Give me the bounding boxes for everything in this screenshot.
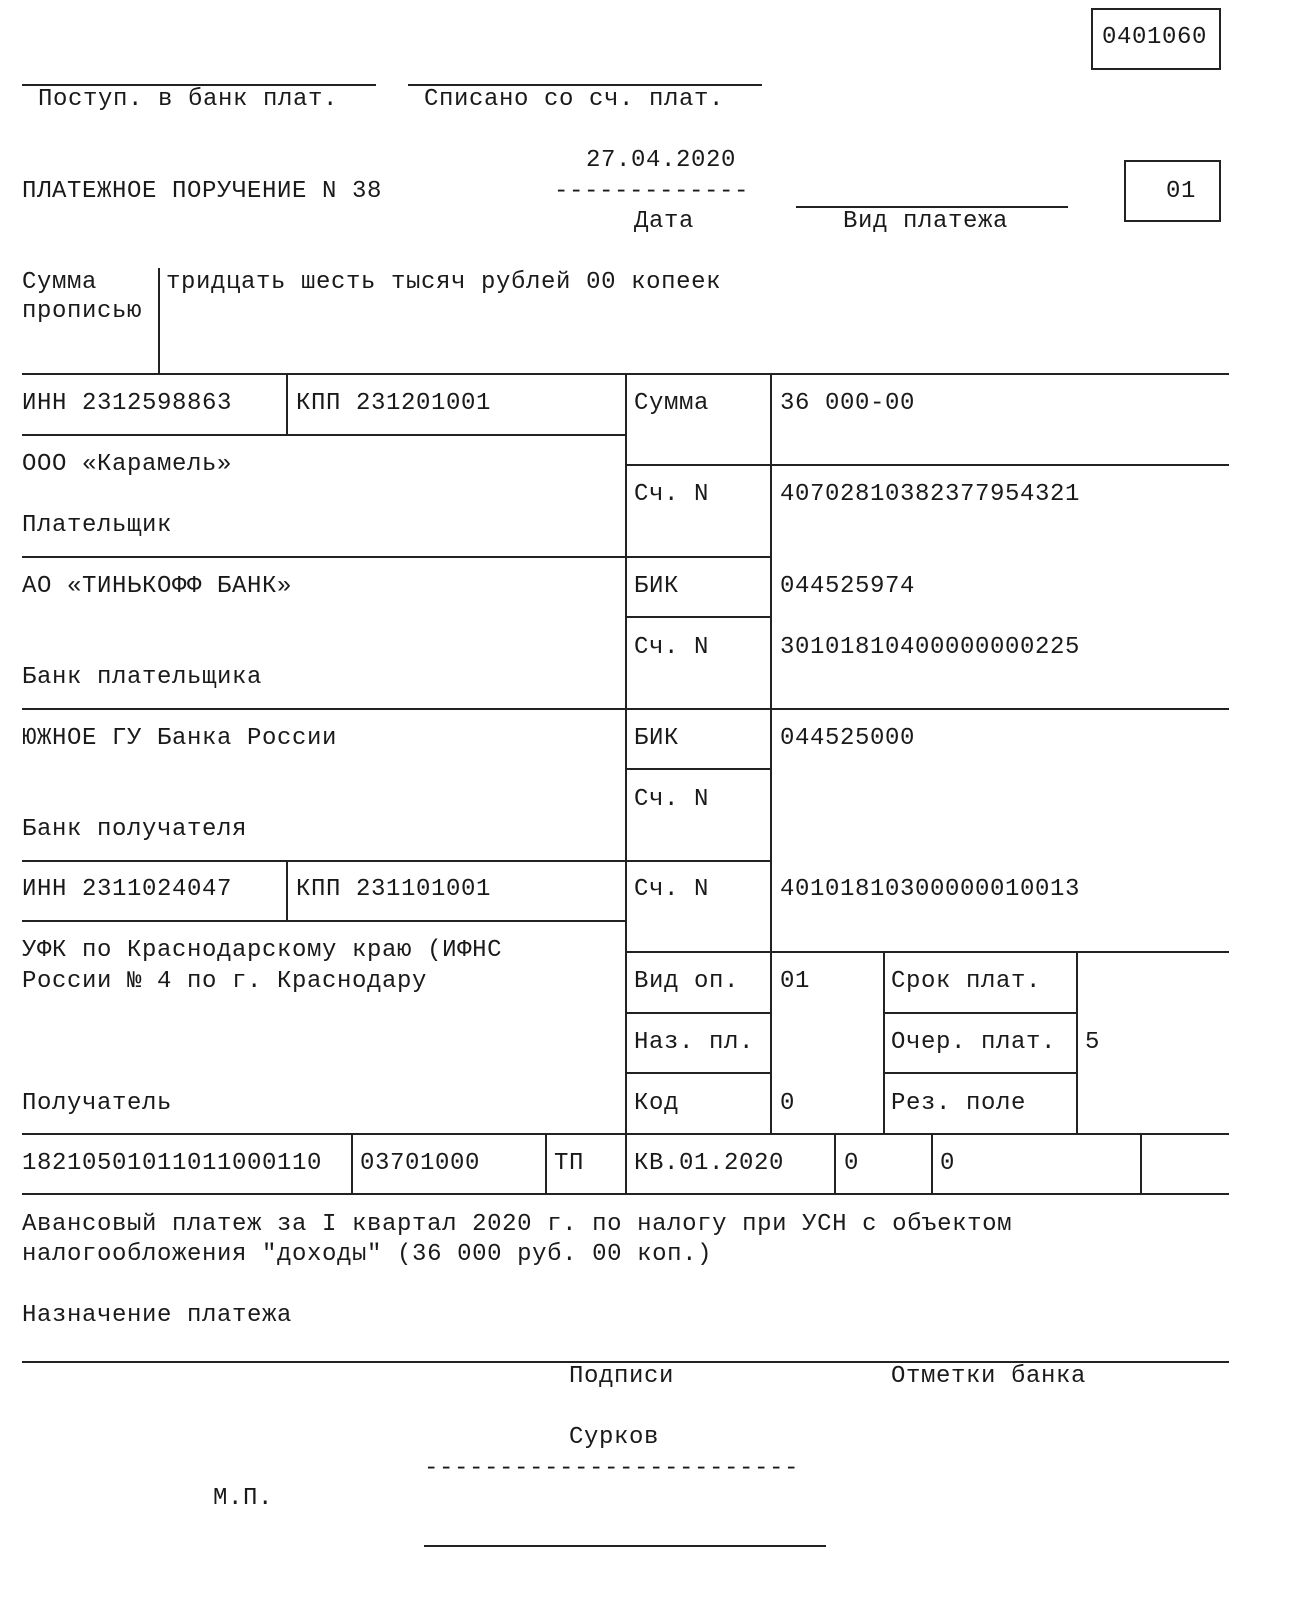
rule (286, 374, 288, 434)
rule (625, 951, 1229, 953)
signer-name: Сурков (569, 1424, 660, 1451)
rule (286, 860, 288, 920)
payer-bank-account-label: Сч. N (634, 634, 710, 661)
recipient-account-label: Сч. N (634, 876, 710, 903)
code-value: 0 (780, 1090, 796, 1117)
payment-date: 27.04.2020 (586, 147, 737, 174)
rule (625, 1012, 770, 1014)
code-label: Код (634, 1090, 680, 1117)
payment-priority-label: Очер. плат. (891, 1029, 1057, 1056)
signatures-label: Подписи (569, 1363, 675, 1390)
rule (625, 768, 770, 770)
rule (625, 374, 627, 1194)
rule (22, 860, 770, 862)
recipient-kpp: КПП 231101001 (296, 876, 492, 903)
payer-bank-account-value: 30101810400000000225 (780, 634, 1081, 661)
payment-purpose-label: Назначение платежа (22, 1302, 293, 1329)
tax-basis-value: ТП (554, 1150, 585, 1177)
payer-label: Плательщик (22, 512, 173, 539)
rule (834, 1133, 836, 1193)
amount-words-label-2: прописью (22, 298, 143, 325)
recipient-bank-name: ЮЖНОЕ ГУ Банка России (22, 725, 338, 752)
payer-account-value: 40702810382377954321 (780, 481, 1081, 508)
payment-term-label: Срок плат. (891, 968, 1042, 995)
sum-value: 36 000-00 (780, 390, 916, 417)
recipient-account-value: 40101810300000010013 (780, 876, 1081, 903)
sum-label: Сумма (634, 390, 710, 417)
payer-bank-name: АО «ТИНЬКОФФ БАНК» (22, 573, 293, 600)
payer-bank-bik-value: 044525974 (780, 573, 916, 600)
status-code: 01 (1166, 178, 1197, 205)
reserve-field-label: Рез. поле (891, 1090, 1027, 1117)
rule (22, 434, 625, 436)
payer-name: ООО «Карамель» (22, 451, 233, 478)
payment-order-title: ПЛАТЕЖНОЕ ПОРУЧЕНИЕ N 38 (22, 178, 383, 205)
date-label: Дата (634, 208, 695, 235)
payment-type-label: Вид платежа (843, 208, 1009, 235)
operation-type-label: Вид оп. (634, 968, 740, 995)
rule (770, 374, 772, 951)
date-dashes: ------------- (554, 178, 750, 205)
rule (22, 556, 770, 558)
rule (351, 1133, 353, 1193)
second-signature-line (424, 1545, 826, 1547)
rule (22, 920, 625, 922)
recipient-name-line-1: УФК по Краснодарскому краю (ИФНС (22, 937, 503, 964)
rule (625, 1072, 770, 1074)
rule (625, 616, 770, 618)
signature-dashes: ------------------------- (424, 1455, 800, 1482)
received-label: Поступ. в банк плат. (38, 86, 339, 113)
stamp-label: М.П. (213, 1485, 274, 1512)
operation-type-value: 01 (780, 968, 811, 995)
rule (770, 951, 772, 1133)
payer-kpp: КПП 231201001 (296, 390, 492, 417)
debited-label: Списано со сч. плат. (424, 86, 725, 113)
payer-account-label: Сч. N (634, 481, 710, 508)
payment-purpose-line-1: Авансовый платеж за I квартал 2020 г. по налогу при УСН с объектом (22, 1211, 1013, 1238)
rule (545, 1133, 547, 1193)
rule (883, 1072, 1076, 1074)
rule (931, 1133, 933, 1193)
amount-words-label-1: Сумма (22, 269, 98, 296)
payer-bank-label: Банк плательщика (22, 664, 263, 691)
rule (883, 1012, 1076, 1014)
tax-doc-date-value: 0 (940, 1150, 956, 1177)
payer-inn: ИНН 2312598863 (22, 390, 233, 417)
recipient-name-line-2: России № 4 по г. Краснодару (22, 968, 428, 995)
recipient-bank-account-label: Сч. N (634, 786, 710, 813)
kbk-value: 18210501011011000110 (22, 1150, 323, 1177)
payer-bank-bik-label: БИК (634, 573, 680, 600)
rule (625, 464, 1229, 466)
recipient-bank-label: Банк получателя (22, 816, 248, 843)
payment-purpose-code-label: Наз. пл. (634, 1029, 755, 1056)
payment-purpose-line-2: налогообложения "доходы" (36 000 руб. 00 коп.) (22, 1241, 713, 1268)
recipient-inn: ИНН 2311024047 (22, 876, 233, 903)
rule (1076, 951, 1078, 1133)
bank-marks-label: Отметки банка (891, 1363, 1087, 1390)
payment-priority-value: 5 (1085, 1029, 1101, 1056)
rule (883, 951, 885, 1133)
recipient-bank-bik-value: 044525000 (780, 725, 916, 752)
amount-words-divider (158, 268, 160, 374)
amount-words-value: тридцать шесть тысяч рублей 00 копеек (166, 269, 722, 296)
recipient-label: Получатель (22, 1090, 173, 1117)
oktmo-value: 03701000 (360, 1150, 481, 1177)
rule (1140, 1133, 1142, 1193)
tax-period-value: КВ.01.2020 (634, 1150, 785, 1177)
recipient-bank-bik-label: БИК (634, 725, 680, 752)
tax-doc-number-value: 0 (844, 1150, 860, 1177)
form-code: 0401060 (1102, 24, 1208, 51)
